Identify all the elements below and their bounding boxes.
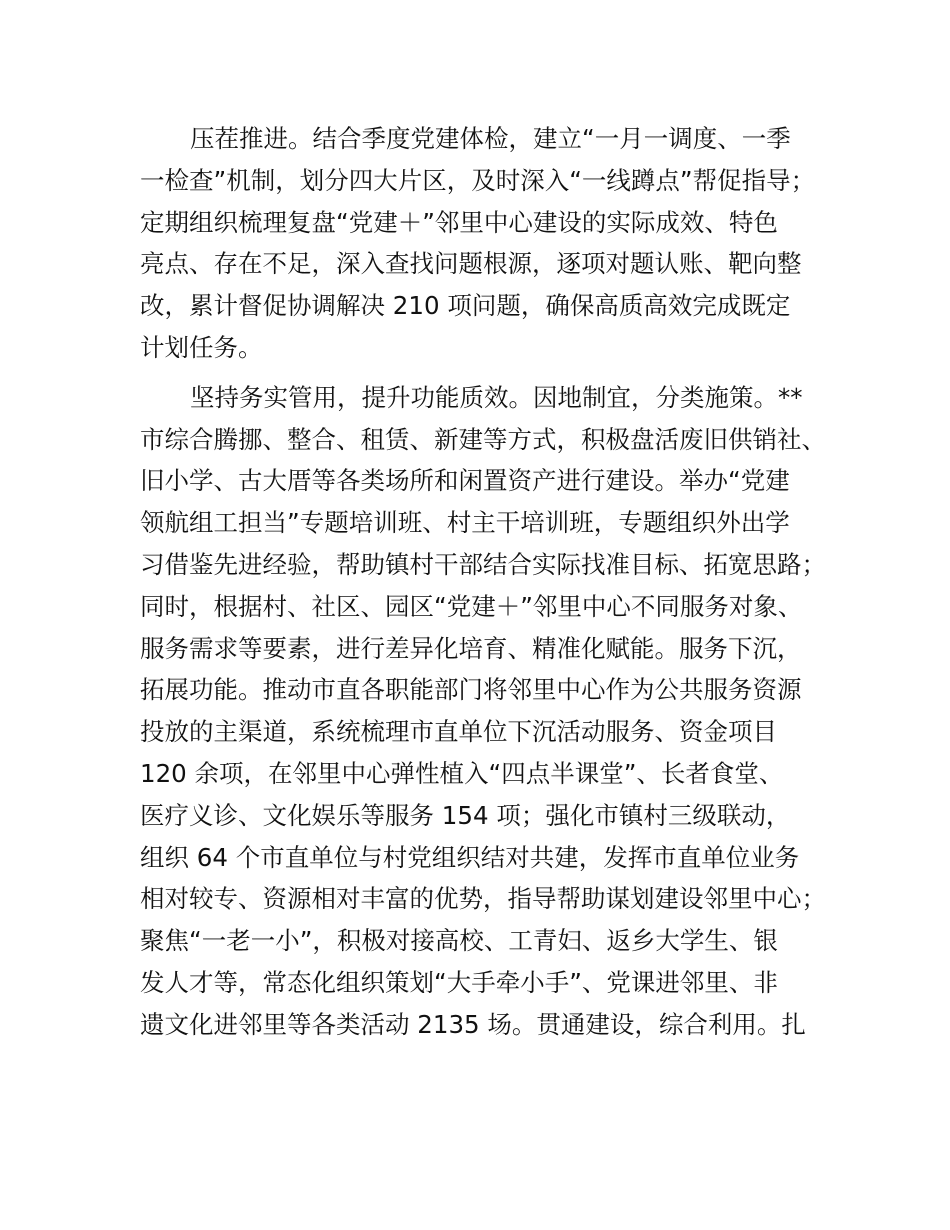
paragraph-gap — [140, 369, 840, 377]
paragraph-1-line-5: 改，累计督促协调解决 210 项问题，确保高质高效完成既定 — [140, 291, 791, 321]
document-body — [140, 118, 840, 1046]
paragraph-2-line-16: 遗文化进邻里等各类活动 2135 场。贯通建设，综合利用。扎 — [140, 1009, 806, 1039]
paragraph-2-line-8: 拓展功能。推动市直各职能部门将邻里中心作为公共服务资源 — [140, 675, 802, 705]
paragraph-1-line-6: 计划任务。 — [140, 332, 263, 362]
paragraph-2-line-9: 投放的主渠道，系统梳理市直单位下沉活动服务、资金项目 — [140, 717, 777, 747]
paragraph-2-line-3: 旧小学、古大厝等各类场所和闲置资产进行建设。举办“党建 — [140, 466, 790, 496]
paragraph-1-line-4: 亮点、存在不足，深入查找问题根源，逐项对题认账、靶向整 — [140, 249, 802, 279]
paragraph-2-line-2: 市综合腾挪、整合、租赁、新建等方式，积极盘活废旧供销社、 — [140, 424, 826, 454]
paragraph-2-line-12: 组织 64 个市直单位与村党组织结对共建，发挥市直单位业务 — [140, 842, 800, 872]
paragraph-2-line-10: 120 余项，在邻里中心弹性植入“四点半课堂”、长者食堂、 — [140, 758, 784, 788]
paragraph-2-line-6: 同时，根据村、社区、园区“党建＋”邻里中心不同服务对象、 — [140, 591, 803, 621]
paragraph-1-line-1: 压茬推进。结合季度党建体检，建立“一月一调度、一季 — [190, 124, 791, 153]
paragraph-2-line-11: 医疗义诊、文化娱乐等服务 154 项；强化市镇村三级联动， — [140, 800, 791, 830]
paragraph-1-line-3: 定期组织梳理复盘“党建＋”邻里中心建设的实际成效、特色 — [140, 207, 778, 237]
paragraph-2-line-7: 服务需求等要素，进行差异化培育、精准化赋能。服务下沉， — [140, 633, 802, 663]
paragraph-2 — [140, 377, 840, 1046]
paragraph-2-line-1: 坚持务实管用，提升功能质效。因地制宜，分类施策。** — [190, 382, 803, 412]
paragraph-1 — [140, 118, 840, 369]
paragraph-2-line-13: 相对较专、资源相对丰富的优势，指导帮助谋划建设邻里中心； — [140, 884, 826, 914]
paragraph-2-line-5: 习借鉴先进经验，帮助镇村干部结合实际找准目标、拓宽思路； — [140, 549, 826, 579]
paragraph-2-line-4: 领航组工担当”专题培训班、村主干培训班，专题组织外出学 — [140, 508, 790, 538]
paragraph-2-line-14: 聚焦“一老一小”，积极对接高校、工青妇、返乡大学生、银 — [140, 926, 778, 956]
paragraph-2-line-15: 发人才等，常态化组织策划“大手牵小手”、党课进邻里、非 — [140, 967, 778, 997]
paragraph-1-line-2: 一检查”机制，划分四大片区，及时深入“一线蹲点”帮促指导； — [140, 165, 816, 195]
